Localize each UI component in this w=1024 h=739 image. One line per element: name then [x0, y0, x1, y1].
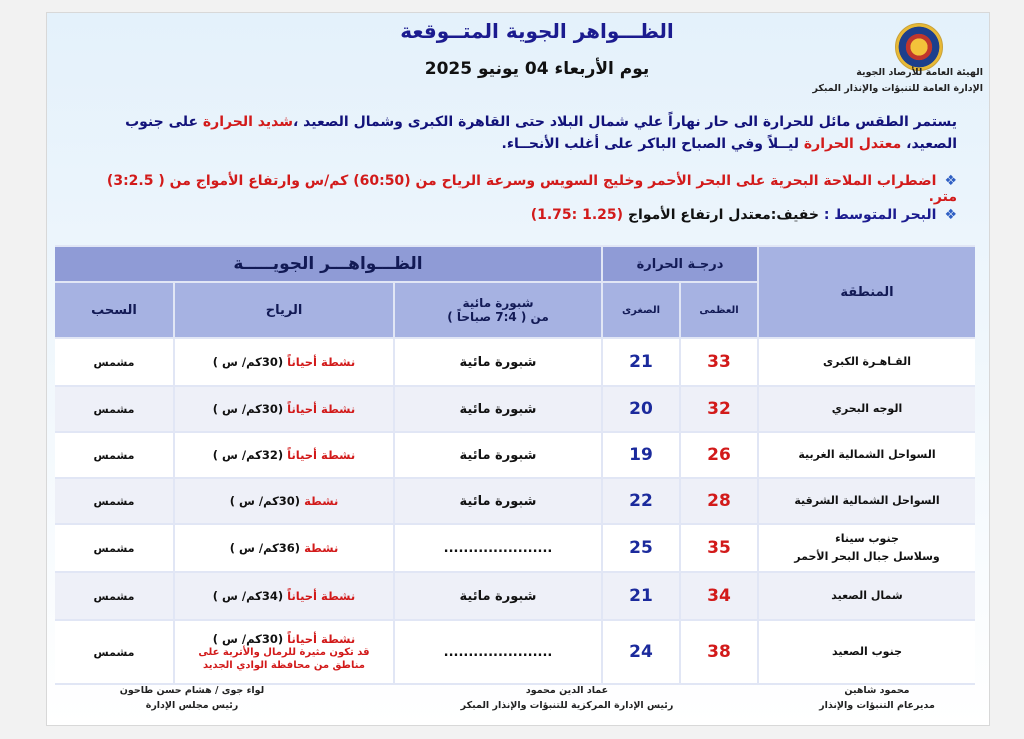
wind-strength: نشطة أحياناً [287, 448, 356, 462]
row-clouds: مشمس [55, 387, 173, 431]
mediterranean-state [77, 207, 957, 223]
row-max-temp: 34 [681, 573, 757, 619]
row-region: شمال الصعيد [759, 573, 975, 619]
fog-header: شبورة مائية من ( 7:4 صباحاً ) [395, 283, 601, 337]
med-waves-value: (1.25 :1.75) [530, 207, 624, 223]
wind-strength: نشطة [304, 541, 339, 555]
wind-line [213, 589, 355, 603]
row-max-temp: 38 [681, 621, 757, 683]
row-region: السواحل الشمالية الشرقية [759, 479, 975, 523]
min-temp-header: الصغرى [603, 283, 679, 337]
ema-logo-icon [895, 23, 943, 71]
row-wind [175, 573, 393, 619]
signer-name: عماد الدين محمود [525, 685, 609, 696]
wind-line [230, 494, 339, 508]
max-temp-header: العظمى [681, 283, 757, 337]
wind-note: قد تكون مثيرة للرمال والأتربة على مناطق من محافظة الوادي الجديد [198, 647, 370, 671]
row-clouds: مشمس [55, 525, 173, 571]
wind-speed: (36كم/ س ) [229, 541, 301, 555]
row-min-temp: 24 [603, 621, 679, 683]
row-wind [175, 339, 393, 385]
wind-speed: (30كم/ س ) [229, 494, 301, 508]
org-department: الإدارة العامة للتنبؤات والإنذار المبكر [812, 83, 983, 94]
row-wind [175, 525, 393, 571]
forecast-bulletin [46, 12, 990, 726]
signature-center [447, 685, 687, 711]
forecast-table [55, 245, 975, 685]
signer-title: رئيس مجلس الإدارة [145, 700, 239, 711]
row-region: القـاهـرة الكبرى [759, 339, 975, 385]
summary-text-3: على جنوب الصعيد، [125, 114, 957, 152]
med-label: البحر المتوسط : [823, 207, 937, 223]
row-min-temp: 21 [603, 339, 679, 385]
row-max-temp: 32 [681, 387, 757, 431]
temperature-title-cell: درجـة الحرارة [603, 247, 757, 281]
row-min-temp: 20 [603, 387, 679, 431]
wind-strength: نشطة أحياناً [287, 589, 356, 603]
row-min-temp: 21 [603, 573, 679, 619]
wind-strength: نشطة أحياناً [287, 402, 356, 416]
wind-line [213, 448, 355, 462]
signer-name: محمود شاهين [844, 685, 910, 696]
row-fog: شبورة مائية [395, 339, 601, 385]
row-region: السواحل الشمالية الغربية [759, 433, 975, 477]
row-min-temp: 19 [603, 433, 679, 477]
row-clouds: مشمس [55, 433, 173, 477]
summary-text-2: شديد الحرارة [202, 114, 293, 130]
row-min-temp: 22 [603, 479, 679, 523]
signature-right [807, 685, 947, 711]
signer-title: مديرعام التنبؤات والإنذار [819, 700, 935, 711]
row-region: الوجه البحري [759, 387, 975, 431]
row-clouds: مشمس [55, 479, 173, 523]
wind-header: الرياح [175, 283, 393, 337]
summary-paragraph [77, 111, 957, 155]
row-wind [175, 621, 393, 683]
wind-line [213, 355, 355, 369]
wind-speed: (32كم/ س ) [212, 448, 284, 462]
row-fog: شبورة مائية [395, 479, 601, 523]
row-max-temp: 35 [681, 525, 757, 571]
marine-warning-text: اضطراب الملاحة البحرية على البحر الأحمر وخليج السويس وسرعة الرياح من (60:50) كم/س وارتفاع الأمواج من ( 3:2.5) متر. [106, 173, 957, 205]
row-fog: ...................... [395, 621, 601, 683]
row-min-temp: 25 [603, 525, 679, 571]
summary-text-4: معتدل الحرارة [803, 136, 902, 152]
row-clouds: مشمس [55, 339, 173, 385]
row-max-temp: 33 [681, 339, 757, 385]
summary-text-1: يستمر الطقس مائل للحرارة الى حار نهاراً علي شمال البلاد حتى القاهرة الكبرى وشمال الصعيد ، [292, 114, 957, 130]
row-wind [175, 479, 393, 523]
wind-strength: نشطة أحياناً [287, 632, 356, 646]
wind-speed: (30كم/ س ) [212, 402, 284, 416]
signer-name: لواء جوى / هشام حسن طاحون [119, 685, 265, 696]
marine-warning [77, 173, 957, 205]
row-wind [175, 433, 393, 477]
row-clouds: مشمس [55, 621, 173, 683]
row-fog: شبورة مائية [395, 433, 601, 477]
row-region: جنوب الصعيد [759, 621, 975, 683]
wind-line [230, 541, 339, 555]
row-fog: شبورة مائية [395, 387, 601, 431]
wind-speed: (34كم/ س ) [212, 589, 284, 603]
signer-title: رئيس الإدارة المركزية للتنبؤات والإنذار المبكر [460, 700, 674, 711]
phenomena-title-cell: الظـــواهـــر الجويـــــة [55, 247, 601, 281]
wind-line [213, 402, 355, 416]
diamond-bullet-icon: ❖ [944, 173, 957, 189]
med-state: خفيف:معتدل [728, 207, 824, 223]
row-region: جنوب سيناء وسلاسل جبال البحر الأحمر [759, 525, 975, 571]
row-fog: شبورة مائية [395, 573, 601, 619]
row-max-temp: 28 [681, 479, 757, 523]
summary-text-5: ليــلاً وفي الصباح الباكر على أغلب الأنحــاء. [501, 136, 804, 152]
row-max-temp: 26 [681, 433, 757, 477]
row-clouds: مشمس [55, 573, 173, 619]
row-wind [175, 387, 393, 431]
signature-left [107, 685, 277, 711]
row-fog: ...................... [395, 525, 601, 571]
wind-speed: (30كم/ س ) [212, 355, 284, 369]
wind-strength: نشطة [304, 494, 339, 508]
forecast-date: يوم الأربعاء 04 يونيو 2025 [424, 59, 650, 79]
wind-speed: (30كم/ س ) [212, 632, 284, 646]
wind-line [213, 632, 355, 646]
diamond-bullet-icon: ❖ [944, 207, 957, 223]
clouds-header: السحب [55, 283, 173, 337]
med-waves-label: ارتفاع الأمواج [623, 207, 729, 223]
org-name: الهيئة العامة للأرصاد الجوية [856, 67, 983, 78]
wind-strength: نشطة أحياناً [287, 355, 356, 369]
page-title: الظـــواهر الجوية المتــوقعة [400, 19, 674, 43]
region-header: المنطقة [759, 247, 975, 337]
